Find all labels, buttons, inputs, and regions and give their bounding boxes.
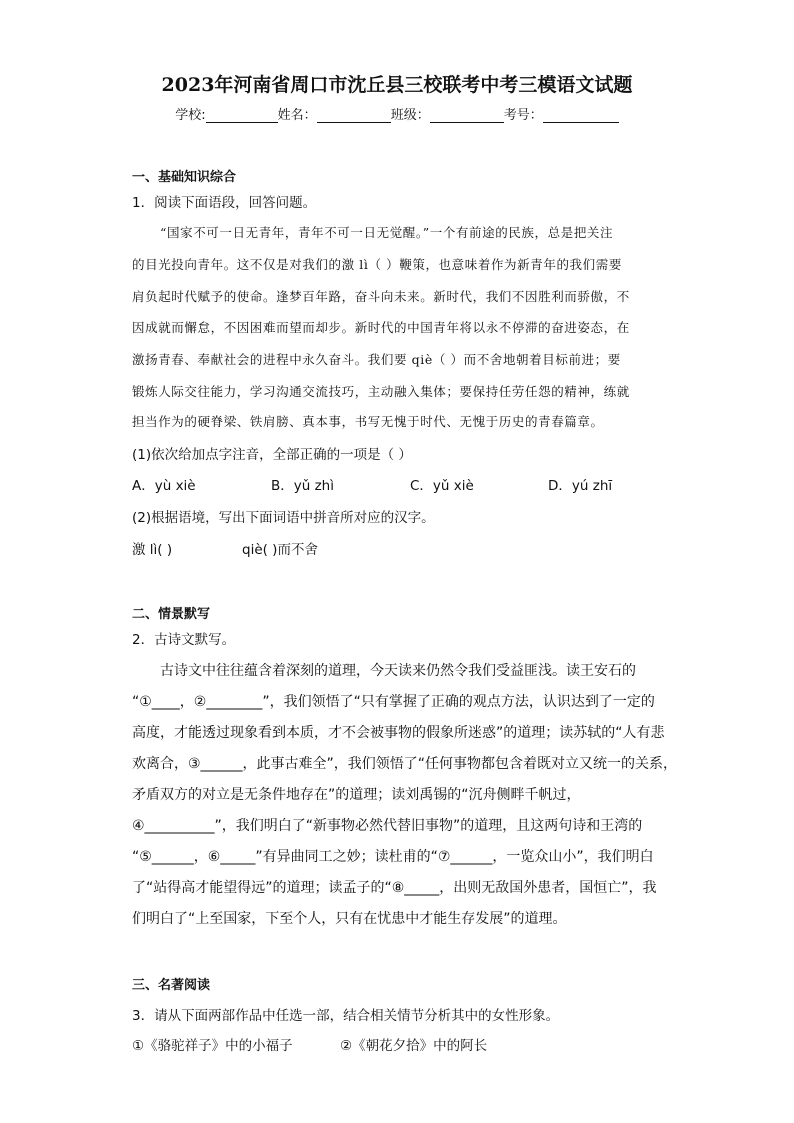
choice-2: ②《朝花夕拾》中的阿长: [340, 1038, 488, 1054]
option-a[interactable]: A．yù xiè: [132, 478, 196, 494]
number-label: 考号：: [503, 108, 543, 123]
number-blank[interactable]: [543, 108, 619, 123]
student-info-line: [0, 104, 794, 123]
subquestion-1: (1)依次给加点字注音，全部正确的一项是（ ）: [132, 447, 412, 463]
subquestion-2: (2)根据语境，写出下面词语中拼音所对应的汉字。: [132, 510, 435, 526]
passage-line: 的目光投向青年。这不仅是对我们的激 lì（ ）鞭策，也意味着作为新青年的我们需要: [132, 257, 622, 272]
class-label: 班级：: [390, 108, 430, 123]
recitation-line: “⑤______，⑥_____”有异曲同工之妙；读杜甫的“⑦______，一览众山小”，我们明白: [132, 849, 654, 865]
school-label: 学校:: [175, 108, 206, 123]
recitation-line: 高度，才能透过现象看到本质，才不会被事物的假象所迷惑”的道理；读苏轼的“人有悲: [132, 725, 665, 741]
recitation-line: ④__________”，我们明白了“新事物必然代替旧事物”的道理，且这两句诗和王湾的: [132, 818, 643, 834]
school-blank[interactable]: [206, 108, 278, 123]
recitation-line: 们明白了“上至国家，下至个人，只有在忧患中才能生存发展”的道理。: [132, 911, 567, 927]
passage-line: 锻炼人际交往能力，学习沟通交流技巧，主动融入集体；要保持任劳任怨的精神，练就: [132, 384, 630, 399]
question-3-prompt: 3．请从下面两部作品中任选一部，结合相关情节分析其中的女性形象。: [132, 1008, 560, 1024]
question-1-prompt: 1．阅读下面语段，回答问题。: [132, 195, 317, 211]
recitation-line: 矛盾双方的对立是无条件地存在”的道理；读刘禹锡的“沉舟侧畔千帆过，: [132, 787, 581, 803]
section-heading-classics: 三、名著阅读: [132, 978, 211, 993]
name-label: 姓名：: [277, 108, 317, 123]
passage-line: 激扬青春、奉献社会的进程中永久奋斗。我们要 qiè（ ）而不舍地朝着目标前进；要: [132, 352, 621, 367]
class-blank[interactable]: [430, 108, 504, 123]
page-title: 2023年河南省周口市沈丘县三校联考中考三模语文试题: [161, 74, 633, 96]
section-heading-basics: 一、基础知识综合: [132, 170, 237, 185]
passage-line: 因成就而懈怠，不因困难而望而却步。新时代的中国青年将以永不停滞的奋进姿态，在: [132, 320, 630, 335]
option-d[interactable]: D．yú zhī: [548, 478, 613, 494]
option-b[interactable]: B．yǔ zhì: [271, 478, 334, 494]
section-heading-recitation: 二、情景默写: [132, 607, 211, 622]
fill-blank-qie[interactable]: qiè( )而不舍: [242, 542, 318, 558]
recitation-line: 古诗文中往往蕴含着深刻的道理，今天读来仍然令我们受益匪浅。读王安石的: [160, 663, 636, 679]
passage-line: 肩负起时代赋予的使命。逢梦百年路，奋斗向未来。新时代，我们不因胜利而骄傲，不: [132, 289, 630, 304]
question-2-prompt: 2．古诗文默写。: [132, 632, 236, 648]
option-c[interactable]: C．yǔ xiè: [410, 478, 474, 494]
choice-1: ①《骆驼祥子》中的小福子: [132, 1038, 293, 1054]
recitation-line: “①____，②________”，我们领悟了“只有掌握了正确的观点方法，认识达到了一定的: [132, 694, 655, 710]
passage-line: 担当作为的硬脊梁、铁肩膀、真本事，书写无愧于时代、无愧于历史的青春篇章。: [132, 414, 604, 429]
fill-blank-li[interactable]: 激 lì( ): [132, 542, 173, 558]
name-blank[interactable]: [317, 108, 391, 123]
recitation-line: 欢离合，③______，此事古难全”，我们领悟了“任何事物都包含着既对立又统一的关系，: [132, 756, 678, 772]
passage-line: “国家不可一日无青年，青年不可一日无觉醒。”一个有前途的民族，总是把关注: [160, 225, 614, 240]
recitation-line: 了“站得高才能望得远”的道理；读孟子的“⑧_____，出则无敌国外患者，国恒亡”，我: [132, 880, 657, 896]
